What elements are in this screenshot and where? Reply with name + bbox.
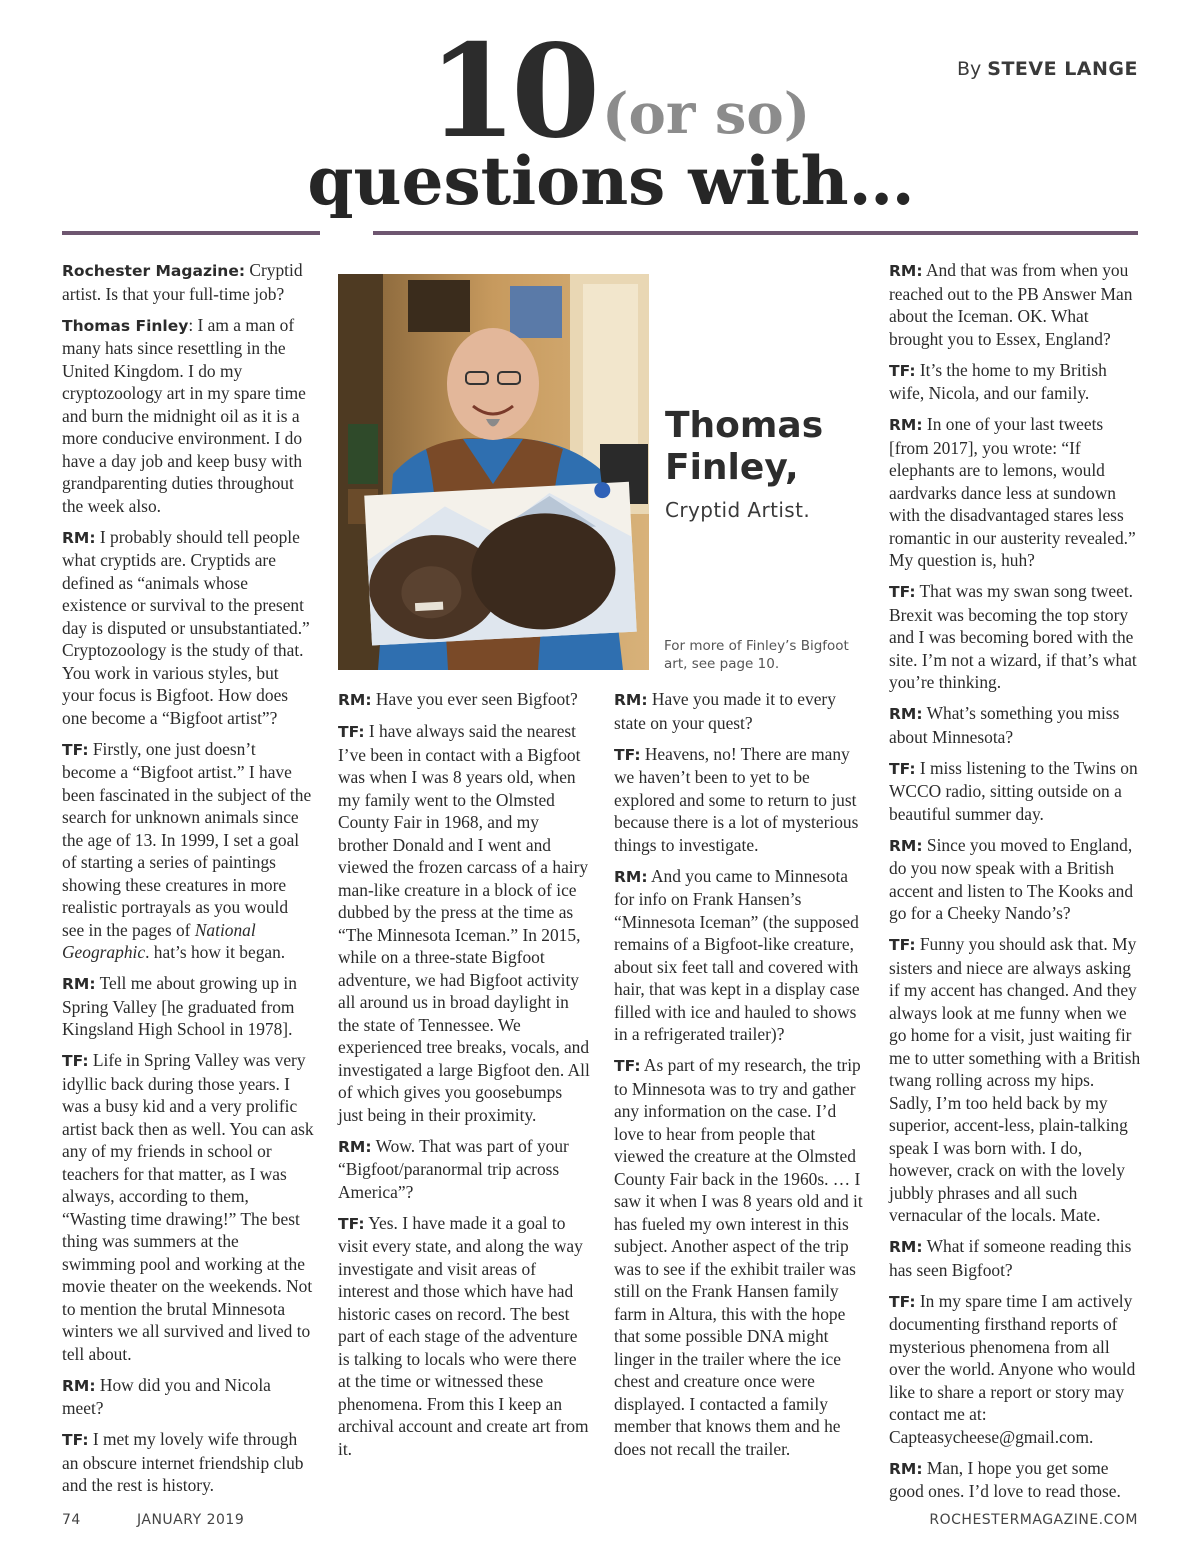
speaker-label: TF: bbox=[889, 361, 916, 380]
paragraph-text: Have you ever seen Bigfoot? bbox=[371, 689, 578, 709]
qa-paragraph bbox=[62, 526, 314, 730]
article-column-2 bbox=[338, 688, 590, 1469]
qa-paragraph bbox=[889, 702, 1141, 748]
page-number: 74 bbox=[62, 1512, 81, 1528]
qa-paragraph bbox=[889, 359, 1141, 405]
paragraph-text: Firstly, one just doesn’t become a “Bigfoot artist.” I have been fascinated in the subject of the search for unknown animals since the age of 13. In 1999, I set a goal of starting a series of paintings showing these creatures in more realistic portrayals as you would see in the pages of bbox=[62, 738, 312, 940]
speaker-label: TF: bbox=[338, 723, 365, 741]
paragraph-text: As part of my research, the trip to Minnesota was to try and gather any information on the case. I’d love to hear from people that viewed the creature at the Olmsted County Fair back in the 1960s. … I saw it when I was 8 years old and it has fueled my own interest in this subject. Another aspect of the trip was to see if the exhibit trailer was still on the Frank Hansen family farm in Altura, this with the hope that some possible DNA might linger in the trailer where the ice chest and creature once were displayed. I contacted a family member that knows them and he does not recall the trailer. bbox=[614, 1055, 863, 1459]
paragraph-text: And that was from when you reached out to the PB Answer Man about the Iceman. OK. What brought you to Essex, England? bbox=[889, 260, 1133, 349]
website-link[interactable]: ROCHESTERMAGAZINE.COM bbox=[929, 1512, 1138, 1528]
article-column-1 bbox=[62, 259, 314, 1505]
speaker-label: TF: bbox=[614, 745, 641, 764]
speaker-label: TF: bbox=[62, 1052, 89, 1070]
qa-paragraph bbox=[614, 688, 866, 734]
qa-paragraph bbox=[614, 1054, 866, 1460]
speaker-label: TF: bbox=[62, 1431, 89, 1449]
speaker-label: RM: bbox=[889, 1459, 923, 1478]
qa-paragraph bbox=[889, 259, 1141, 350]
qa-paragraph bbox=[338, 688, 590, 712]
paragraph-text: I have always said the nearest I’ve been in contact with a Bigfoot was when I was 8 years old, when my family went to the Olmsted County Fair in 1968, and my brother Donald and I went and viewed the frozen carcass of a hairy man-like creature in a block of ice dubbed by the press at the time as “The Minnesota Iceman.” In 2015, while on a three-state Bigfoot adventure, we had Bigfoot activity all around us in broad daylight in the state of Tennessee. We experienced tree breaks, vocals, and investigated a large Bigfoot den. All of which gives you goosebumps just being in their proximity. bbox=[338, 721, 590, 1125]
qa-paragraph bbox=[62, 1374, 314, 1420]
paragraph-text: Heavens, no! There are many we haven’t been to yet to be explored and some to return to just because there is a lot of mysterious things to investigate. bbox=[614, 743, 859, 855]
issue-date: JANUARY 2019 bbox=[137, 1512, 245, 1528]
paragraph-text: Tell me about growing up in Spring Valley [he graduated from Kingsland High School in 1978]. bbox=[62, 973, 297, 1039]
speaker-label: RM: bbox=[62, 975, 96, 993]
paragraph-text: Cryptid artist. Is that your full-time job? bbox=[62, 260, 303, 304]
photo-caption-note: For more of Finley’s Bigfoot art, see page 10. bbox=[664, 638, 849, 672]
speaker-label: RM: bbox=[889, 1238, 923, 1256]
speaker-label: TF: bbox=[889, 583, 916, 601]
qa-paragraph bbox=[889, 413, 1141, 572]
byline-prefix: By bbox=[956, 58, 982, 80]
qa-paragraph bbox=[62, 972, 314, 1041]
header-rule-left bbox=[62, 231, 320, 235]
paragraph-text: I met my lovely wife through an obscure internet friendship club and the rest is history. bbox=[62, 1429, 304, 1495]
article-column-4 bbox=[889, 259, 1141, 1511]
speaker-label: RM: bbox=[338, 1137, 372, 1156]
qa-paragraph bbox=[338, 1212, 590, 1461]
paragraph-text: Life in Spring Valley was very idyllic back during those years. I was a busy kid and a very prolific artist back then as well. You can ask any of my friends in school or teachers for that matter, as I was always, according to them, “Wasting time drawing!” The best thing was summers at the swimming pool and working at the movie theater on the weekends. Not to mention the brutal Minnesota winters we all survived and lived to tell about. bbox=[62, 1050, 314, 1364]
qa-paragraph bbox=[62, 314, 314, 518]
qa-paragraph bbox=[614, 865, 866, 1046]
qa-paragraph bbox=[62, 738, 314, 964]
qa-paragraph bbox=[62, 259, 314, 305]
qa-paragraph bbox=[614, 743, 866, 857]
qa-paragraph bbox=[889, 757, 1141, 826]
paragraph-text: What if someone reading this has seen Bigfoot? bbox=[889, 1236, 1132, 1280]
speaker-label: TF: bbox=[889, 936, 916, 954]
paragraph-text: That was my swan song tweet. Brexit was becoming the top story and I was becoming bored with the site. I’m not a wizard, if that’s what you’re thinking. bbox=[889, 581, 1137, 692]
header-rule-right bbox=[373, 231, 1138, 235]
speaker-label: RM: bbox=[338, 691, 372, 709]
paragraph-text: Yes. I have made it a goal to visit every state, and along the way investigate and visit areas of interest and those which have had historic cases on record. The best part of each stage of the adventure is talking to locals who were there at the time or witnessed these phenomena. From this I keep an archival account and create art from it. bbox=[338, 1212, 589, 1459]
speaker-label: RM: bbox=[62, 1376, 96, 1395]
paragraph-text: I miss listening to the Twins on WCCO radio, sitting outside on a beautiful summer day. bbox=[889, 757, 1138, 824]
qa-paragraph bbox=[338, 720, 590, 1126]
paragraph-text: In my spare time I am actively documenting firsthand reports of mysterious phenomena from all over the world. Anyone who would like to share a report or story may contact me at: Capteasycheese@gmail.com. bbox=[889, 1290, 1136, 1447]
paragraph-text: Since you moved to England, do you now speak with a British accent and listen to The Kooks and go for a Cheeky Nando’s? bbox=[889, 834, 1134, 923]
paragraph-text: I probably should tell people what cryptids are. Cryptids are defined as “animals whose existence or survival to the present day is disputed or unsubstantiated.” Cryptozoology is the study of that. You work in various styles, but your focus is Bigfoot. How does one become a “Bigfoot artist”? bbox=[62, 526, 310, 728]
subject-name-text: Thomas Finley, bbox=[665, 405, 824, 488]
speaker-label: RM: bbox=[889, 262, 923, 280]
qa-paragraph bbox=[889, 580, 1141, 694]
qa-paragraph bbox=[889, 1457, 1141, 1503]
title-line-2: questions with… bbox=[307, 142, 915, 220]
paragraph-text: Have you made it to every state on your quest? bbox=[614, 689, 836, 733]
paragraph-text: Man, I hope you get some good ones. I’d love to read those. bbox=[889, 1457, 1121, 1501]
paragraph-text: How did you and Nicola meet? bbox=[62, 1374, 271, 1418]
speaker-label: RM: bbox=[889, 705, 923, 723]
qa-paragraph bbox=[889, 1290, 1141, 1449]
speaker-label: TF: bbox=[889, 1292, 916, 1311]
subject-name bbox=[665, 405, 825, 489]
paragraph-text: What’s something you miss about Minnesota? bbox=[889, 703, 1120, 747]
qa-paragraph bbox=[889, 1235, 1141, 1281]
paragraph-text: . hat’s how it began. bbox=[145, 942, 286, 962]
speaker-label: TF: bbox=[889, 759, 916, 778]
paragraph-text: Funny you should ask that. My sisters and niece are always asking if my accent has changed. And they always look at me funny when we go home for a visit, just waiting fir me to utter something with a British twang rolling across my hips. Sadly, I’m too held back by my superior, accent-less, plain-talking speak I was born with. I do, however, crack on with the lovely jubbly phrases and all such vernacular of the locals. Mate. bbox=[889, 934, 1141, 1225]
speaker-label: TF: bbox=[614, 1057, 641, 1075]
subject-role: Cryptid Artist. bbox=[665, 498, 811, 522]
byline bbox=[957, 58, 1138, 80]
qa-paragraph bbox=[62, 1049, 314, 1365]
qa-paragraph bbox=[338, 1135, 590, 1204]
byline-author: STEVE LANGE bbox=[987, 58, 1138, 80]
speaker-label: RM: bbox=[614, 691, 648, 709]
speaker-label: RM: bbox=[889, 416, 923, 434]
speaker-label: TF: bbox=[338, 1214, 365, 1233]
article-column-3 bbox=[614, 688, 866, 1469]
paragraph-text: Wow. That was part of your “Bigfoot/paranormal trip across America”? bbox=[338, 1135, 569, 1202]
speaker-label: RM: bbox=[889, 836, 923, 855]
title-number: 10 bbox=[428, 17, 595, 167]
speaker-label: RM: bbox=[614, 867, 648, 886]
speaker-label: TF: bbox=[62, 740, 89, 759]
speaker-label: Rochester Magazine: bbox=[62, 262, 246, 280]
qa-paragraph bbox=[889, 933, 1141, 1227]
paragraph-text: In one of your last tweets [from 2017], you wrote: “If elephants are to lemons, would aardvarks dance less at sundown with the disadvantaged stares less romantic in our austerity revealed.” My question is, huh? bbox=[889, 414, 1136, 570]
paragraph-text: And you came to Minnesota for info on Frank Hansen’s “Minnesota Iceman” (the supposed remains of a Bigfoot-like creature, about six feet tall and covered with hair, that was kept in a display case filled with ice and hauled to shows in a refrigerated trailer)? bbox=[614, 865, 860, 1044]
italic-title: National Geographic bbox=[62, 919, 256, 962]
portrait-photo bbox=[338, 274, 649, 670]
speaker-label: RM: bbox=[62, 528, 96, 547]
speaker-label: Thomas Finley bbox=[62, 316, 189, 335]
title-parenthetical: (or so) bbox=[602, 81, 811, 147]
paragraph-text: It’s the home to my British wife, Nicola, and our family. bbox=[889, 359, 1107, 403]
paragraph-text: : I am a man of many hats since resettling in the United Kingdom. I do my cryptozoology art in my spare time and burn the midnight oil as it is a more conducive environment. I do have a day job and keep busy with grandparenting duties throughout the week also. bbox=[62, 314, 306, 516]
qa-paragraph bbox=[889, 834, 1141, 925]
qa-paragraph bbox=[62, 1428, 314, 1497]
